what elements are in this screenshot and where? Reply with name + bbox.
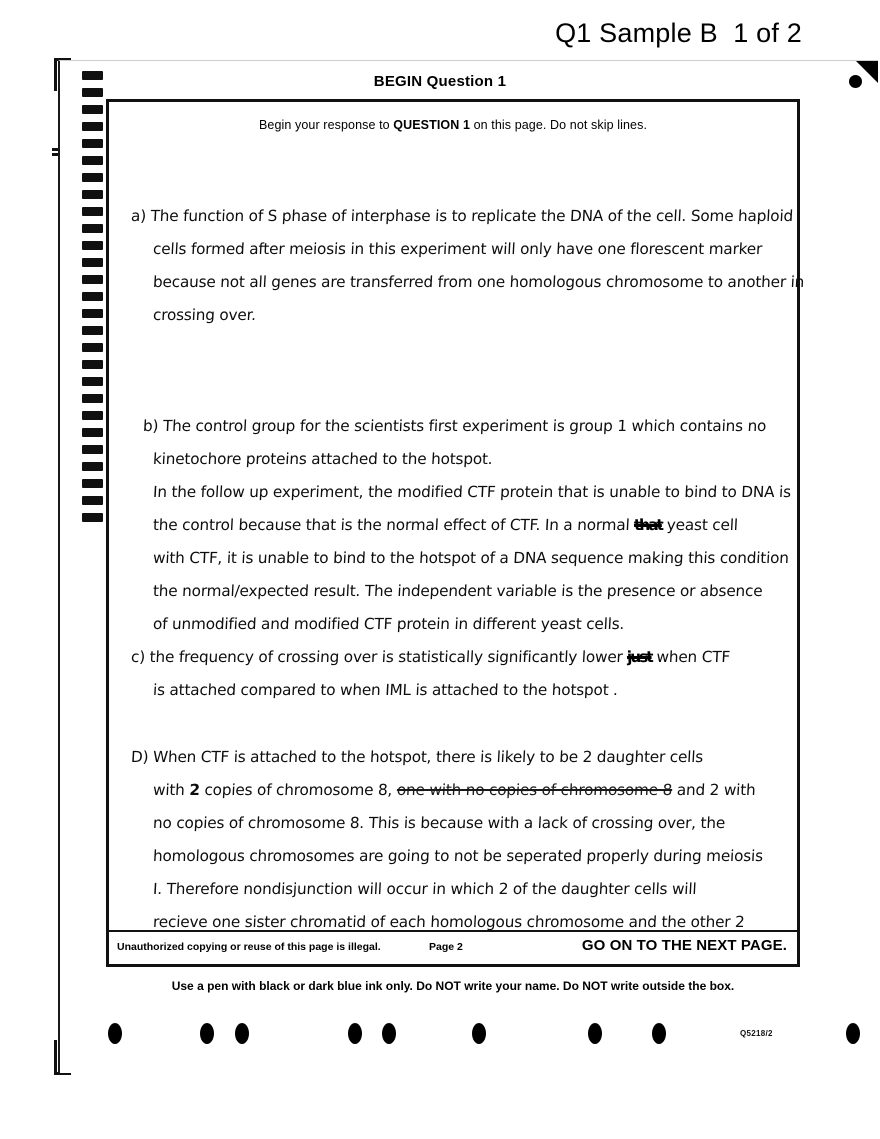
timing-mark	[82, 292, 103, 301]
handwriting-line: D) When CTF is attached to the hotspot, there is likely to be 2 daughter cells	[130, 748, 704, 766]
scan-marker-dot	[652, 1023, 666, 1044]
go-on-notice: GO ON TO THE NEXT PAGE.	[581, 937, 787, 954]
struck-out-phrase: one with no copies of chromosome 8	[396, 781, 673, 799]
scan-marker-dot	[472, 1023, 486, 1044]
handwriting-text: when CTF	[656, 648, 731, 666]
timing-mark	[82, 258, 103, 267]
pen-instruction-note: Use a pen with black or dark blue ink only. Do NOT write your name. Do NOT write outside the box.	[171, 979, 735, 993]
scan-marker-dot	[846, 1023, 860, 1044]
answer-part-a	[130, 200, 805, 332]
scan-marker-dot	[200, 1023, 214, 1044]
handwriting-line-with-strikeout	[130, 774, 782, 807]
handwriting-line: a) The function of S phase of interphase is to replicate the DNA of the cell. Some haploid	[130, 207, 794, 225]
page-number: Page 2	[429, 941, 463, 953]
handwriting-line: I. Therefore nondisjunction will occur in which 2 of the daughter cells will	[152, 880, 697, 898]
bottom-marker-row	[60, 1023, 878, 1063]
timing-mark	[82, 190, 103, 199]
timing-mark	[82, 207, 103, 216]
handwriting-line: of unmodified and modified CTF protein in different yeast cells.	[152, 615, 625, 633]
handwriting-line: kinetochore proteins attached to the hotspot.	[152, 450, 493, 468]
scan-marker-dot	[348, 1023, 362, 1044]
form-code-label: Q5218/2	[740, 1029, 773, 1038]
begin-question-heading: BEGIN Question 1	[373, 73, 507, 90]
timing-mark	[82, 122, 103, 131]
answer-part-d	[131, 741, 781, 939]
handwritten-response	[130, 158, 805, 931]
handwriting-line: is attached compared to when IML is attached to the hotspot .	[152, 681, 619, 699]
handwriting-line: In the follow up experiment, the modified CTF protein that is unable to bind to DNA is	[152, 483, 792, 501]
timing-mark	[82, 156, 103, 165]
handwriting-line: homologous chromosomes are going to not be seperated properly during meiosis	[152, 847, 764, 865]
handwriting-line: the normal/expected result. The independent variable is the presence or absence	[152, 582, 763, 600]
copyright-notice: Unauthorized copying or reuse of this page is illegal.	[117, 941, 381, 953]
handwriting-line: cells formed after meiosis in this experiment will only have one florescent marker	[152, 240, 763, 258]
handwriting-text: yeast cell	[666, 516, 739, 534]
handwriting-text: copies of chromosome 8,	[199, 781, 398, 799]
answer-part-c	[131, 641, 781, 707]
timing-mark	[82, 139, 103, 148]
handwriting-text: and 2 with	[671, 781, 756, 799]
timing-mark	[82, 173, 103, 182]
timing-mark	[82, 445, 103, 454]
timing-mark	[82, 326, 103, 335]
handwriting-line: with CTF, it is unable to bind to the hotspot of a DNA sequence making this condition	[152, 549, 790, 567]
response-box-footer	[109, 930, 797, 964]
handwriting-text: the control because that is the normal effect of CTF. In a normal	[152, 516, 631, 534]
handwriting-line-with-strikeout	[130, 509, 782, 542]
timing-mark	[82, 428, 103, 437]
scanned-answer-sheet	[58, 60, 878, 1073]
scribbled-out-word: that	[633, 516, 663, 534]
timing-mark	[82, 513, 103, 522]
timing-mark	[82, 241, 103, 250]
timing-mark	[82, 479, 103, 488]
scribbled-out-word: just	[626, 648, 653, 666]
scan-marker-dot	[382, 1023, 396, 1044]
scan-label: Q1 Sample B 1 of 2	[555, 18, 802, 48]
scan-marker-dot	[588, 1023, 602, 1044]
handwriting-line: crossing over.	[152, 306, 257, 324]
handwriting-emphasis: 2	[188, 781, 201, 799]
timing-mark	[82, 105, 103, 114]
response-instruction	[109, 118, 797, 132]
handwriting-line: b) The control group for the scientists first experiment is group 1 which contains no	[142, 417, 767, 435]
timing-mark	[82, 462, 103, 471]
timing-mark	[82, 309, 103, 318]
handwriting-line: because not all genes are transferred from one homologous chromosome to another in	[152, 273, 805, 291]
timing-mark	[82, 224, 103, 233]
timing-mark	[82, 343, 103, 352]
response-box	[106, 99, 805, 967]
handwriting-text: c) the frequency of crossing over is statistically significantly lower	[130, 648, 624, 666]
handwriting-line: recieve one sister chromatid of each homologous chromosome and the other 2	[152, 913, 746, 931]
timing-mark	[82, 360, 103, 369]
handwriting-line: no copies of chromosome 8. This is because with a lack of crossing over, the	[152, 814, 726, 832]
timing-mark	[82, 377, 103, 386]
registration-dot	[849, 75, 862, 88]
instruction-question-label: QUESTION 1	[393, 118, 471, 132]
scan-marker-dot	[235, 1023, 249, 1044]
answer-part-b	[131, 410, 792, 641]
timing-mark	[82, 496, 103, 505]
scan-marker-dot	[108, 1023, 122, 1044]
timing-mark	[82, 275, 103, 284]
instruction-suffix: on this page. Do not skip lines.	[470, 118, 648, 132]
handwriting-text: with	[152, 781, 190, 799]
timing-mark-column	[82, 71, 104, 1056]
instruction-prefix: Begin your response to	[258, 118, 394, 132]
timing-mark	[82, 411, 103, 420]
timing-mark	[82, 394, 103, 403]
handwriting-line-with-strikeout	[130, 641, 782, 674]
